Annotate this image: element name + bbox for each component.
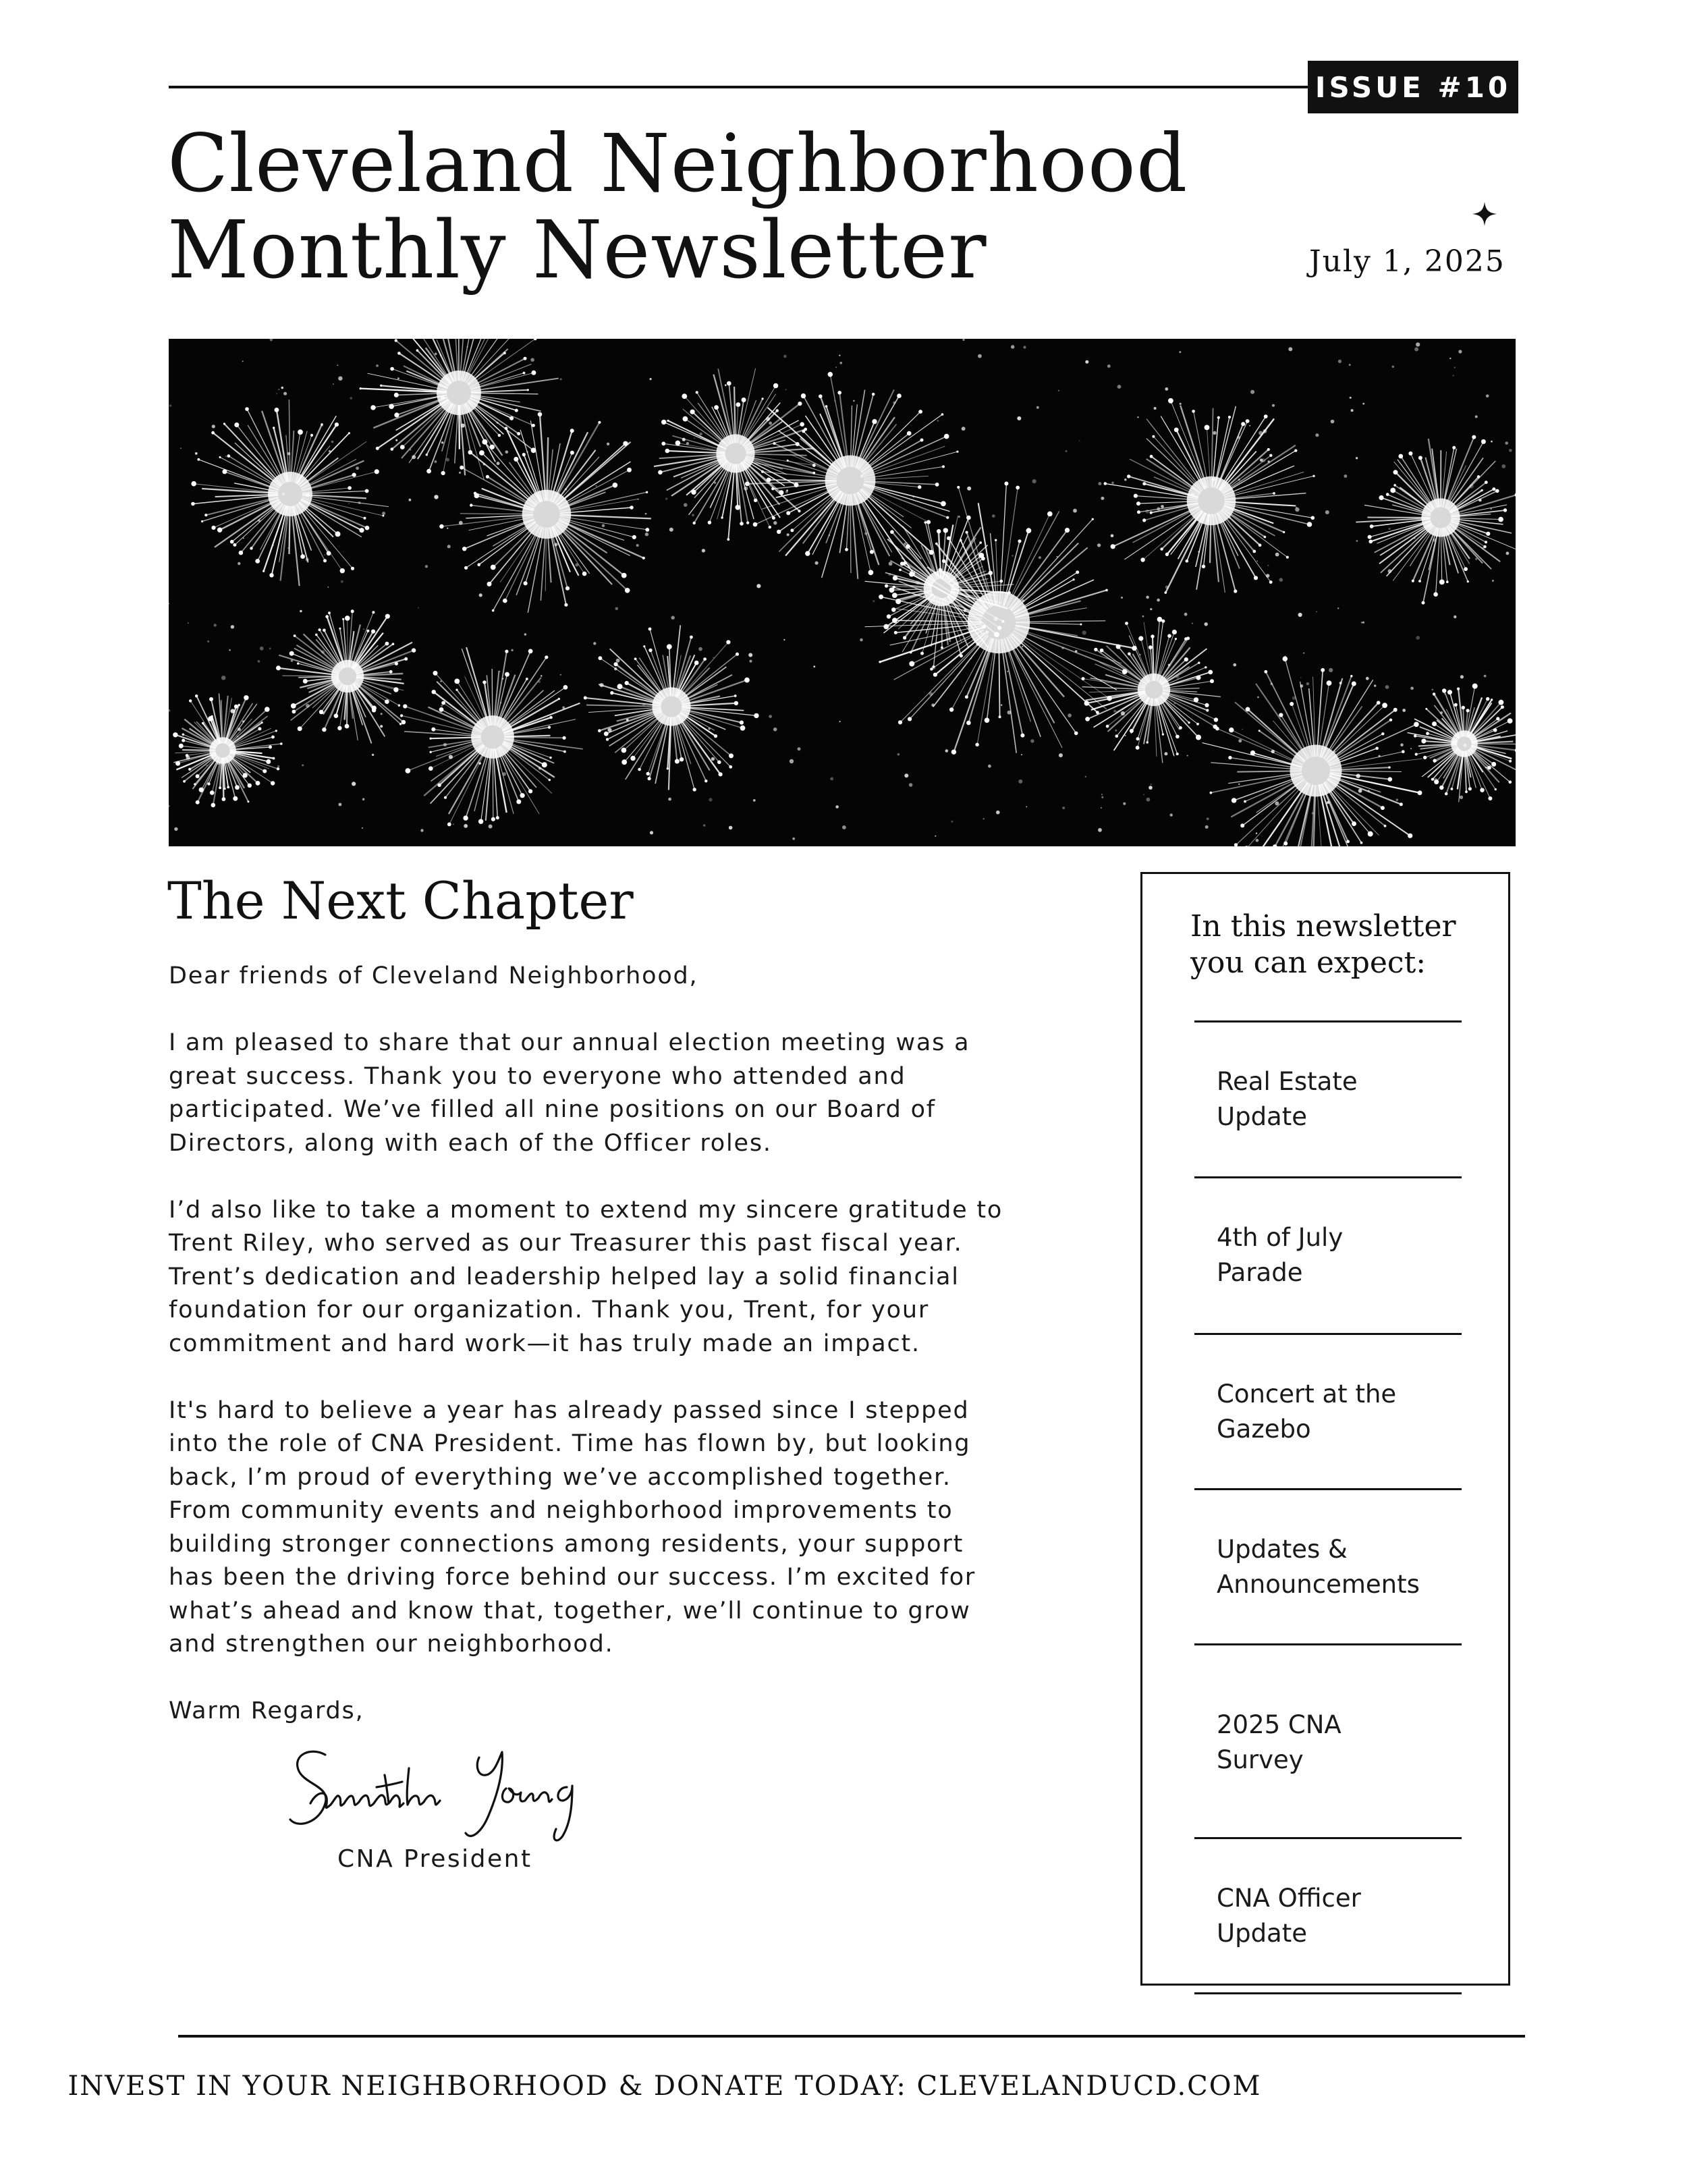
paragraph-line: Trent’s dedication and leadership helped lay a solid financial	[169, 1263, 960, 1290]
paragraph-line: It's hard to believe a year has already passed since I stepped	[169, 1396, 970, 1424]
contents-divider	[1194, 1020, 1462, 1022]
paragraph-line: From community events and neighborhood improvements to	[169, 1497, 953, 1524]
handwritten-signature	[283, 1728, 621, 1863]
contents-item-line: Update	[1217, 1919, 1307, 1948]
contents-divider	[1194, 1488, 1462, 1490]
contents-item	[1217, 1220, 1446, 1290]
contents-divider	[1194, 1176, 1462, 1178]
contents-item	[1217, 1708, 1446, 1778]
top-rule	[169, 86, 1316, 88]
paragraph-line: Trent Riley, who served as our Treasurer this past fiscal year.	[169, 1230, 963, 1257]
article-title: The Next Chapter	[167, 871, 634, 931]
contents-item-line: Concert at the	[1217, 1380, 1397, 1409]
paragraph-2	[169, 1194, 1100, 1361]
contents-item-line: CNA Officer	[1217, 1884, 1361, 1913]
contents-item-line: Survey	[1217, 1745, 1304, 1774]
bottom-rule	[178, 2035, 1525, 2038]
contents-item	[1217, 1532, 1446, 1602]
salutation	[169, 960, 1100, 993]
contents-item-line: 2025 CNA	[1217, 1710, 1342, 1739]
contents-item-line: Updates &	[1217, 1535, 1348, 1564]
paragraph-line: what’s ahead and know that, together, we’ll continue to grow	[169, 1597, 971, 1625]
contents-divider	[1194, 1333, 1462, 1335]
contents-item	[1217, 1064, 1446, 1135]
paragraph-3	[169, 1394, 1100, 1662]
four-point-star-icon	[1471, 200, 1498, 227]
paragraph-line: I am pleased to share that our annual election meeting was a	[169, 1029, 970, 1056]
fireworks-illustration	[169, 339, 1516, 846]
contents-item	[1217, 1881, 1446, 1951]
paragraph-line: I’d also like to take a moment to extend my sincere gratitude to	[169, 1196, 1003, 1224]
footer-call-to-action: INVEST IN YOUR NEIGHBORHOOD & DONATE TODAY: CLEVELANDUCD.COM	[67, 2071, 1262, 2102]
title-line-2: Monthly Newsletter	[167, 203, 987, 296]
paragraph-line: has been the driving force behind our success. I’m excited for	[169, 1564, 976, 1591]
contents-heading-line-1: In this newsletter	[1190, 909, 1456, 944]
fireworks-photo	[169, 339, 1516, 846]
paragraph-line: Directors, along with each of the Officer roles.	[169, 1129, 772, 1157]
issue-date: July 1, 2025	[1309, 244, 1505, 279]
issue-badge: ISSUE #10	[1308, 61, 1518, 113]
paragraph-line: participated. We’ve filled all nine positions on our Board of	[169, 1096, 936, 1123]
contents-item-line: Real Estate	[1217, 1067, 1358, 1096]
letter-body	[169, 960, 1100, 1728]
contents-item-line: Announcements	[1217, 1570, 1420, 1599]
salutation-text: Dear friends of Cleveland Neighborhood,	[169, 962, 698, 989]
contents-item	[1217, 1377, 1446, 1447]
newsletter-title	[167, 117, 1234, 296]
closing-text: Warm Regards,	[169, 1697, 364, 1724]
contents-heading-line-2: you can expect:	[1190, 946, 1427, 980]
contents-divider	[1194, 1837, 1462, 1839]
closing	[169, 1695, 1100, 1728]
contents-item-line: Gazebo	[1217, 1415, 1311, 1444]
paragraph-line: building stronger connections among residents, your support	[169, 1530, 964, 1558]
paragraph-line: great success. Thank you to everyone who attended and	[169, 1062, 906, 1090]
paragraph-line: commitment and hard work—it has truly made an impact.	[169, 1330, 920, 1357]
contents-item-line: 4th of July	[1217, 1223, 1344, 1252]
contents-divider	[1194, 1643, 1462, 1645]
contents-item-line: Update	[1217, 1102, 1307, 1131]
paragraph-line: foundation for our organization. Thank you, Trent, for your	[169, 1296, 930, 1323]
contents-heading	[1190, 908, 1474, 981]
paragraph-line: back, I’m proud of everything we’ve accomplished together.	[169, 1463, 951, 1491]
contents-item-line: Parade	[1217, 1258, 1303, 1287]
paragraph-line: and strengthen our neighborhood.	[169, 1631, 614, 1658]
paragraph-1	[169, 1027, 1100, 1160]
signer-title: CNA President	[337, 1845, 532, 1873]
paragraph-line: into the role of CNA President. Time has flown by, but looking	[169, 1430, 971, 1457]
title-line-1: Cleveland Neighborhood	[167, 117, 1188, 210]
contents-divider	[1194, 1992, 1462, 1994]
